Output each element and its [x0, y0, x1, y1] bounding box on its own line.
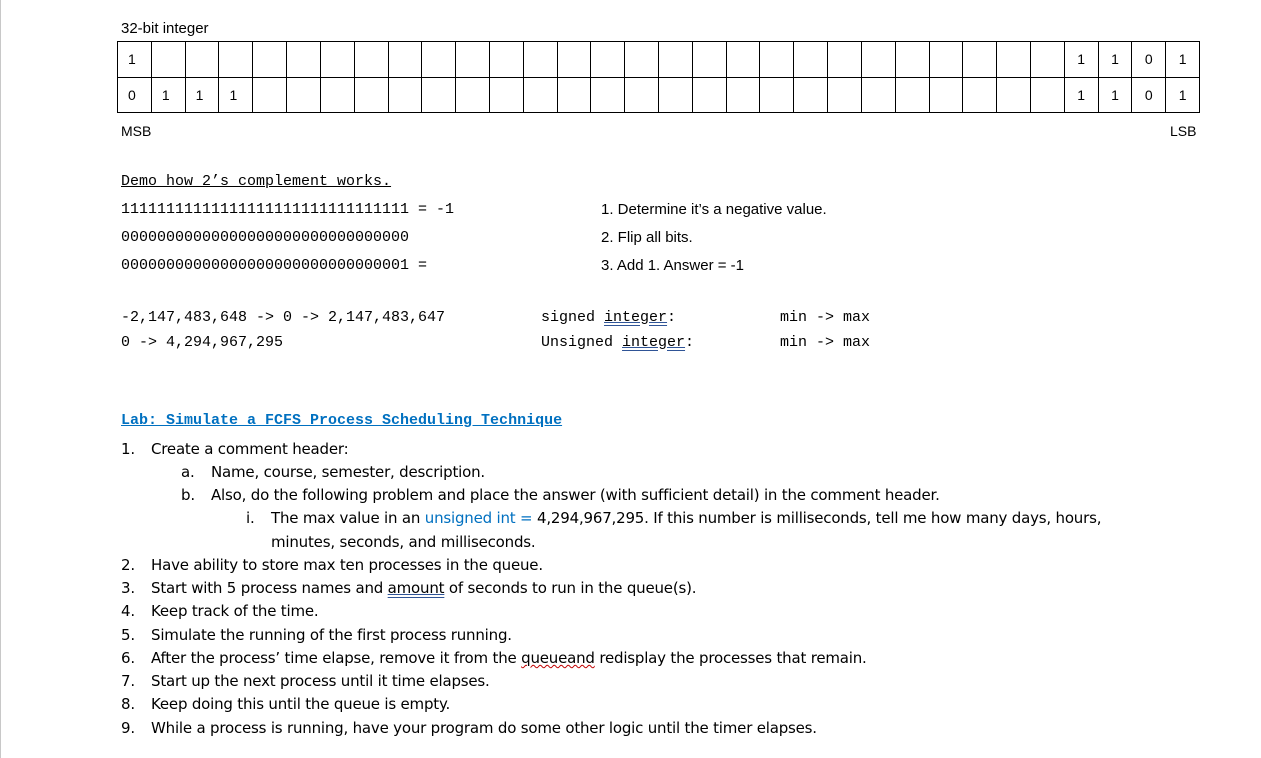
- unsigned-integer-label: Unsigned integer:: [541, 334, 695, 351]
- list-item-3: 3. Start with 5 process names and amount of seconds to run in the queue(s).: [121, 579, 697, 597]
- bit-cell: [456, 77, 490, 113]
- bit-cell: [253, 77, 287, 113]
- list-item-1a: a. Name, course, semester, description.: [181, 463, 485, 481]
- bit-cell: [625, 77, 659, 113]
- bit-cell: [828, 42, 862, 78]
- binary-line-1: 11111111111111111111111111111111 = -1: [121, 201, 455, 218]
- binary-line-3: 00000000000000000000000000000001 =: [121, 257, 428, 274]
- bit-cell: [523, 77, 557, 113]
- bit-cell: [388, 42, 422, 78]
- unsigned-range: 0 -> 4,294,967,295: [121, 334, 284, 351]
- bit-cell: 1: [219, 77, 253, 113]
- bit-cell: [1030, 42, 1064, 78]
- page-edge: [0, 0, 1, 758]
- bit-cell: 1: [1064, 42, 1098, 78]
- bit-cell: 1: [1064, 77, 1098, 113]
- bit-cell: 0: [1132, 77, 1166, 113]
- minmax-unsigned: min -> max: [780, 334, 871, 351]
- bit-cell: [557, 42, 591, 78]
- bit-cell: 1: [1166, 42, 1200, 78]
- bit-cell: 1: [1166, 77, 1200, 113]
- step-2: 2. Flip all bits.: [601, 229, 693, 246]
- bit-row-1: [118, 42, 1200, 78]
- bit-cell: 1: [1098, 42, 1132, 78]
- bit-cell: [320, 42, 354, 78]
- bit-cell: 0: [1132, 42, 1166, 78]
- list-item-7: 7. Start up the next process until it time elapses.: [121, 672, 490, 690]
- lab-title: Lab: Simulate a FCFS Process Scheduling Technique: [121, 412, 563, 429]
- bit-cell: [287, 77, 321, 113]
- bit-cell: [760, 77, 794, 113]
- list-item-1b: b. Also, do the following problem and place the answer (with sufficient detail) in the comment header.: [181, 486, 940, 504]
- bit-cell: 1: [118, 42, 152, 78]
- bit-cell: [963, 77, 997, 113]
- bit-cell: [692, 42, 726, 78]
- bit-cell: [388, 77, 422, 113]
- bit-cell: [929, 77, 963, 113]
- bit-cell: [557, 77, 591, 113]
- bit-cell: [1030, 77, 1064, 113]
- bit-cell: [997, 77, 1031, 113]
- bit-diagram-caption: 32-bit integer: [121, 20, 209, 37]
- binary-line-2: 00000000000000000000000000000000: [121, 229, 410, 246]
- bit-cell: 1: [185, 77, 219, 113]
- bit-cell: [151, 42, 185, 78]
- list-item-8: 8. Keep doing this until the queue is empty.: [121, 695, 451, 713]
- bit-cell: [760, 42, 794, 78]
- lsb-label: LSB: [1170, 123, 1197, 139]
- bit-cell: [456, 42, 490, 78]
- msb-label: MSB: [121, 123, 152, 139]
- bit-cell: [794, 42, 828, 78]
- step-3: 3. Add 1. Answer = -1: [601, 257, 745, 274]
- bit-cell: 0: [118, 77, 152, 113]
- bit-cell: [726, 42, 760, 78]
- signed-integer-label: signed integer:: [541, 309, 677, 326]
- bit-cell: [963, 42, 997, 78]
- bit-cell: [320, 77, 354, 113]
- bit-cell: [354, 77, 388, 113]
- minmax-signed: min -> max: [780, 309, 871, 326]
- bit-cell: [591, 77, 625, 113]
- bit-cell: [253, 42, 287, 78]
- bit-cell: [861, 42, 895, 78]
- list-item-1: 1. Create a comment header:: [121, 440, 349, 458]
- twos-complement-heading: Demo how 2’s complement works.: [121, 173, 392, 190]
- bit-cell: [997, 42, 1031, 78]
- bit-cell: [489, 42, 523, 78]
- bit-cell: [659, 42, 693, 78]
- bit-cell: [185, 42, 219, 78]
- bit-row-2: [118, 77, 1200, 113]
- bit-cell: [489, 77, 523, 113]
- bit-cell: 1: [151, 77, 185, 113]
- bit-cell: [692, 77, 726, 113]
- bit-cell: [422, 77, 456, 113]
- bit-cell: [219, 42, 253, 78]
- list-item-9: 9. While a process is running, have your program do some other logic until the timer elapses.: [121, 719, 817, 737]
- bit-cell: [726, 77, 760, 113]
- bit-cell: [929, 42, 963, 78]
- list-item-4: 4. Keep track of the time.: [121, 602, 319, 620]
- bit-cell: [861, 77, 895, 113]
- list-item-2: 2. Have ability to store max ten processes in the queue.: [121, 556, 543, 574]
- bit-cell: [287, 42, 321, 78]
- bit-diagram-table: [117, 41, 1200, 113]
- bit-cell: [794, 77, 828, 113]
- bit-cell: [591, 42, 625, 78]
- bit-cell: [828, 77, 862, 113]
- bit-cell: [895, 42, 929, 78]
- list-item-1bi: i. The max value in an unsigned int = 4,294,967,295. If this number is milliseconds, tell me how many days, hours,: [246, 509, 1102, 527]
- step-1: 1. Determine it’s a negative value.: [601, 201, 827, 218]
- bit-cell: [625, 42, 659, 78]
- bit-cell: 1: [1098, 77, 1132, 113]
- list-item-5: 5. Simulate the running of the first process running.: [121, 626, 512, 644]
- bit-cell: [659, 77, 693, 113]
- bit-cell: [354, 42, 388, 78]
- bit-cell: [895, 77, 929, 113]
- list-item-1bi-continued: minutes, seconds, and milliseconds.: [271, 533, 536, 551]
- signed-range: -2,147,483,648 -> 0 -> 2,147,483,647: [121, 309, 446, 326]
- bit-cell: [523, 42, 557, 78]
- bit-cell: [422, 42, 456, 78]
- list-item-6: 6. After the process’ time elapse, remove it from the queueand redisplay the processes that remain.: [121, 649, 867, 667]
